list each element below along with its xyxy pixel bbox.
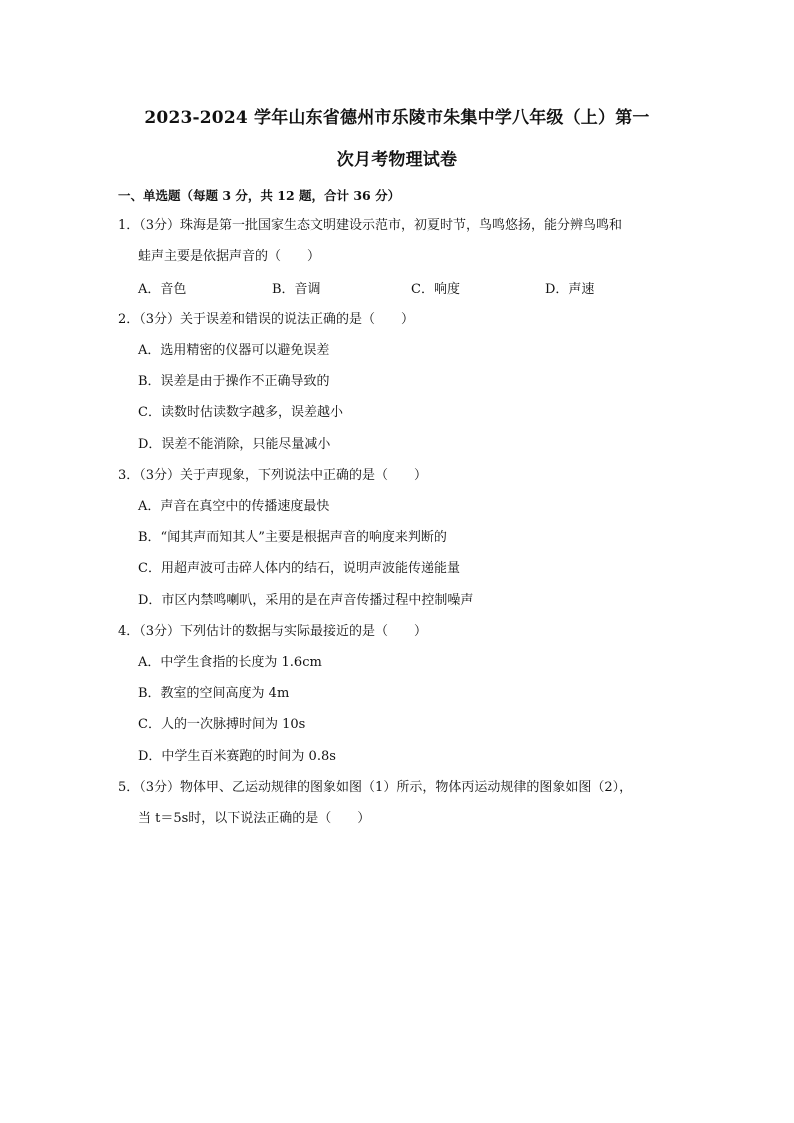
question-1-option-a: A．音色	[138, 282, 187, 297]
question-1-options	[0, 282, 794, 298]
question-3-stem: 3．（3分）关于声现象，下列说法中正确的是（ ）	[118, 468, 428, 483]
question-4-option-c: C．人的一次脉搏时间为 10s	[138, 717, 306, 732]
question-4-option-d: D．中学生百米赛跑的时间为 0.8s	[138, 749, 336, 764]
question-1-stem-continued: 蛙声主要是依据声音的（ ）	[138, 249, 321, 264]
question-5-stem-continued: 当 t＝5s时，以下说法正确的是（ ）	[138, 811, 371, 826]
question-4-option-b: B．教室的空间高度为 4m	[138, 686, 290, 701]
question-2-option-d: D．误差不能消除，只能尽量减小	[138, 437, 331, 452]
question-1-stem: 1．（3分）珠海是第一批国家生态文明建设示范市，初夏时节，鸟鸣悠扬，能分辨鸟鸣和	[118, 218, 623, 233]
question-3-option-d: D．市区内禁鸣喇叭，采用的是在声音传播过程中控制噪声	[138, 593, 474, 608]
question-3-option-b: B．“闻其声而知其人”主要是根据声音的响度来判断的	[138, 530, 447, 545]
question-5-stem: 5．（3分）物体甲、乙运动规律的图象如图（1）所示，物体丙运动规律的图象如图（2），	[118, 780, 633, 795]
section-heading: 一、单选题（每题 3 分，共 12 题，合计 36 分）	[118, 188, 401, 203]
question-4-stem: 4．（3分）下列估计的数据与实际最接近的是（ ）	[118, 624, 428, 639]
question-3-option-c: C．用超声波可击碎人体内的结石，说明声波能传递能量	[138, 561, 460, 576]
question-2-option-a: A．选用精密的仪器可以避免误差	[138, 343, 330, 358]
question-2-option-b: B．误差是由于操作不正确导致的	[138, 374, 330, 389]
question-2-option-c: C．读数时估读数字越多，误差越小	[138, 405, 343, 420]
question-4-option-a: A．中学生食指的长度为 1.6cm	[138, 655, 322, 670]
exam-title-line-2: 次月考物理试卷	[336, 150, 458, 170]
question-1-option-c: C．响度	[411, 282, 460, 297]
question-1-option-b: B．音调	[272, 282, 321, 297]
exam-title-line-1: 2023-2024 学年山东省德州市乐陵市朱集中学八年级（上）第一	[144, 108, 650, 128]
question-2-stem: 2．（3分）关于误差和错误的说法正确的是（ ）	[118, 312, 415, 327]
question-1-option-d: D．声速	[545, 282, 595, 297]
question-3-option-a: A．声音在真空中的传播速度最快	[138, 499, 330, 514]
